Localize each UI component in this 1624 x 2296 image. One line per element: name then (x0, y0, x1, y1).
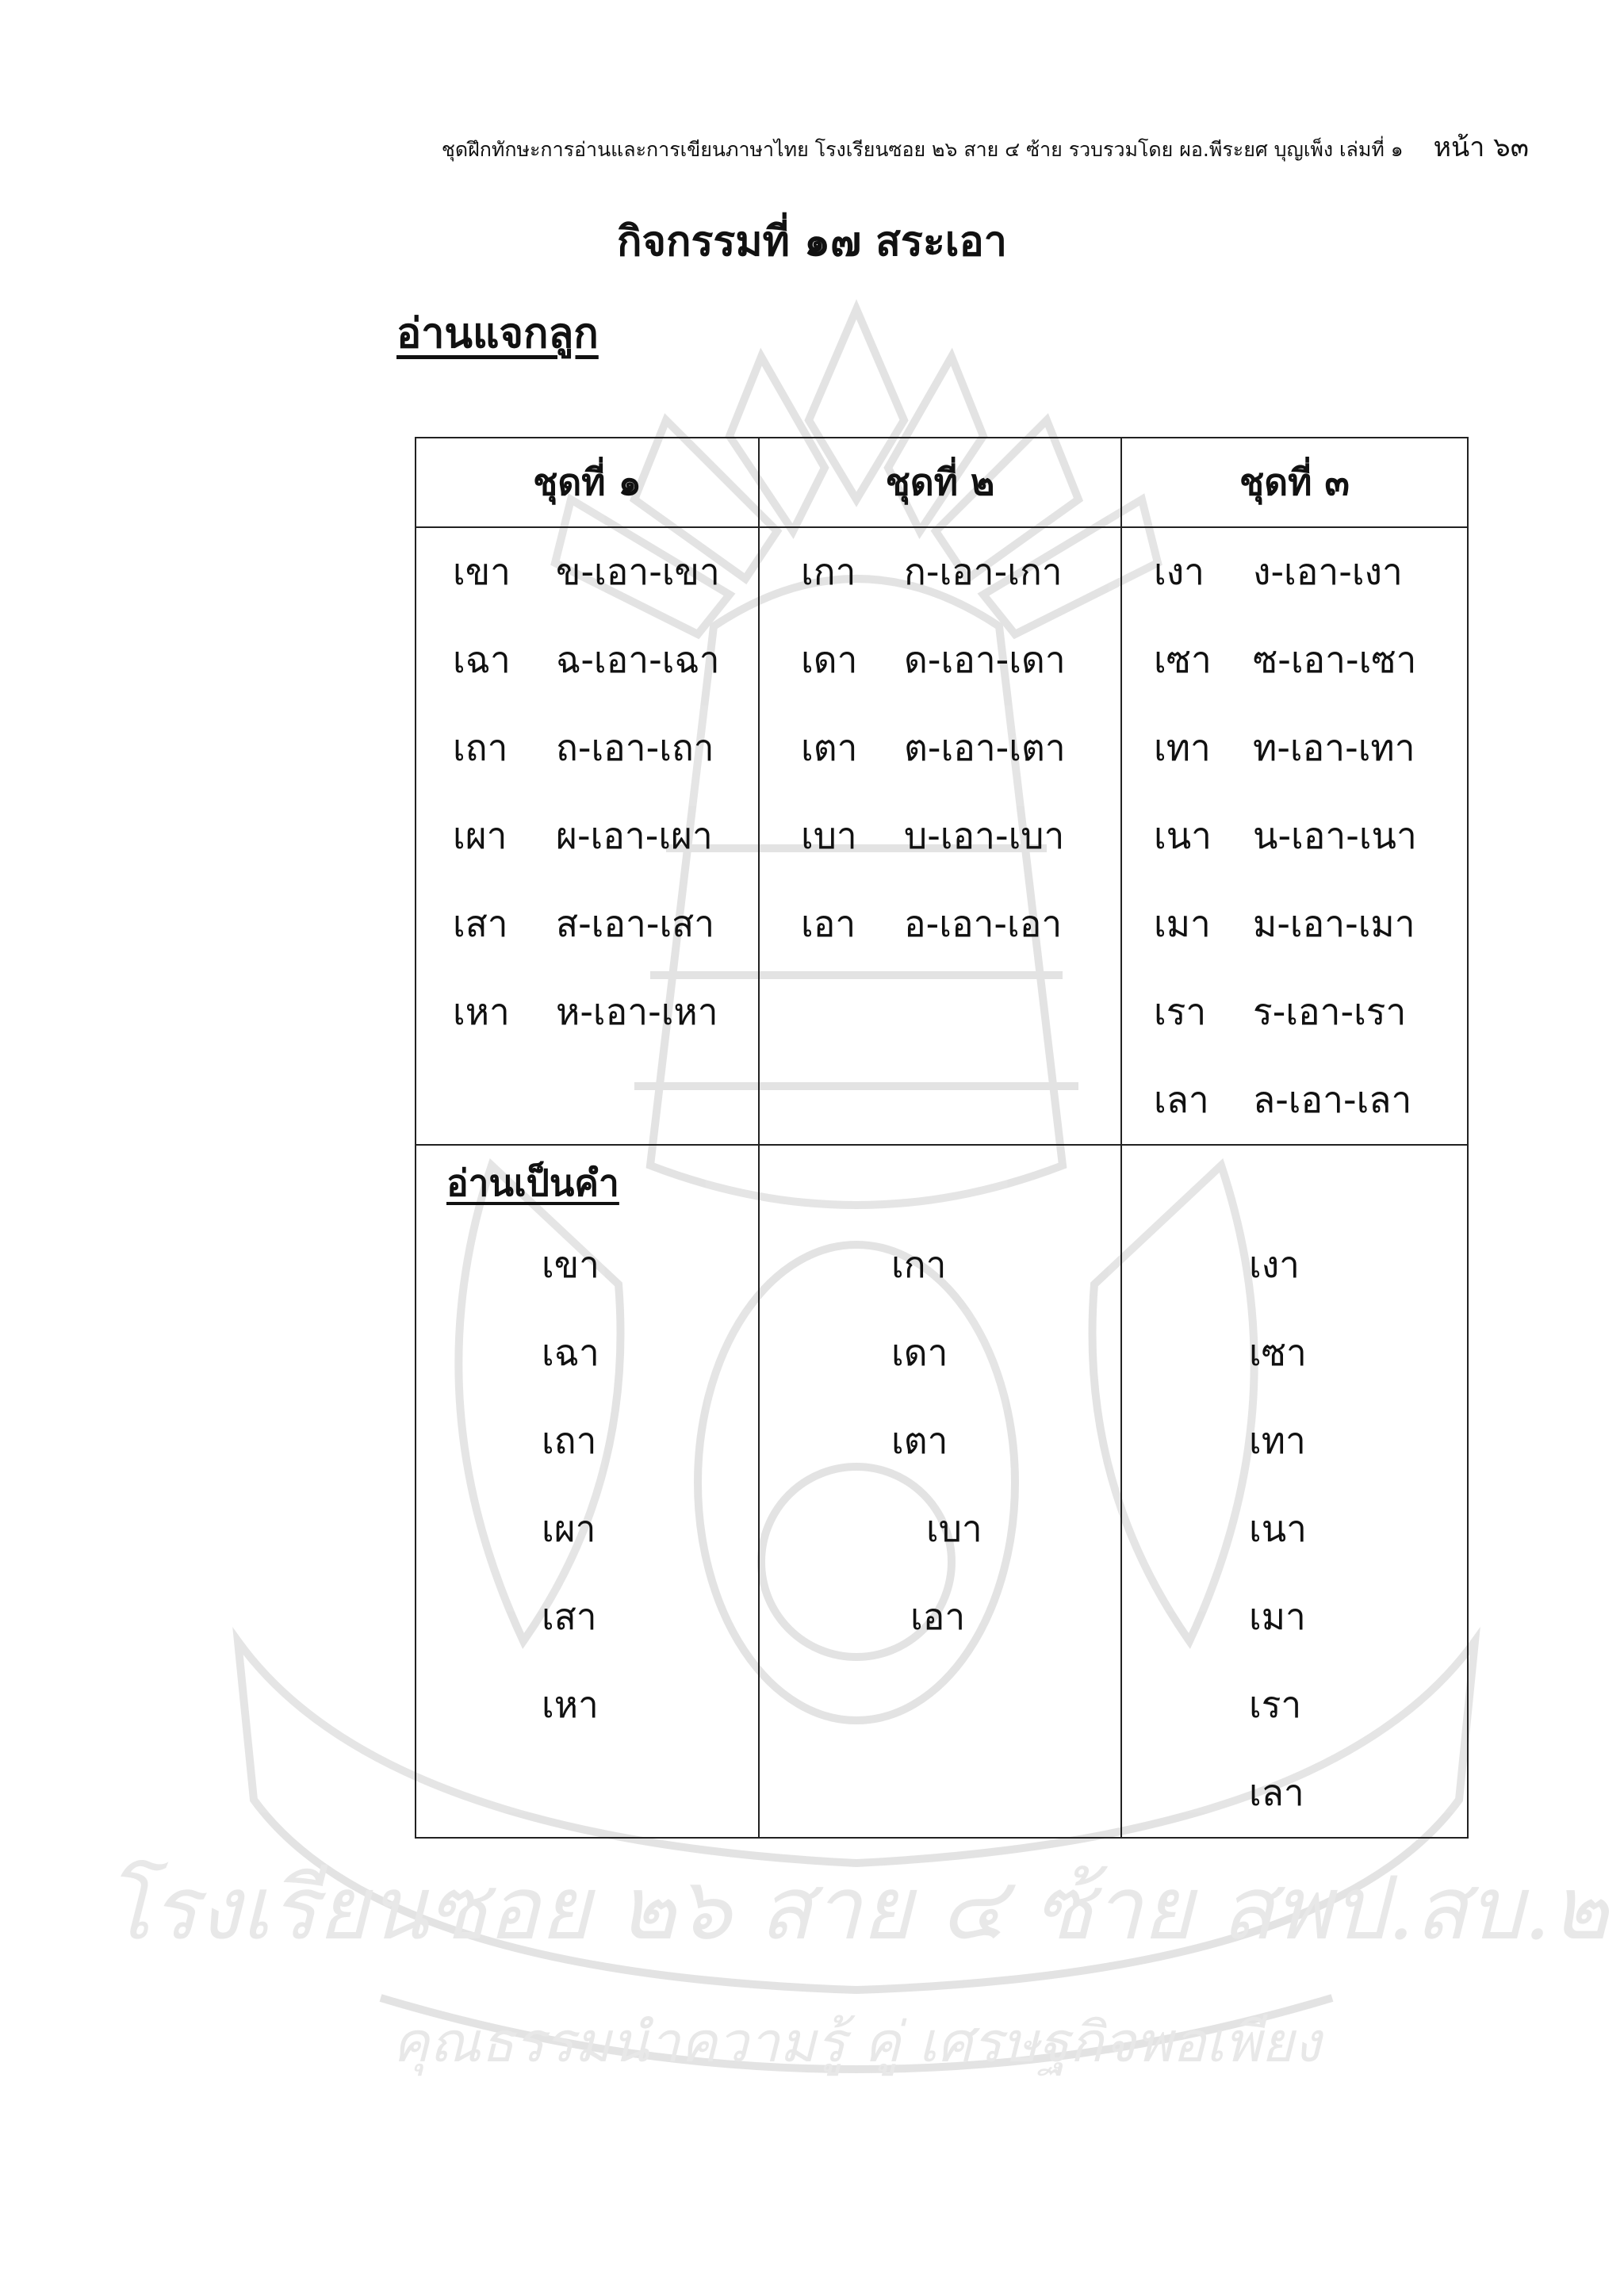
list-item: เดา (891, 1331, 948, 1374)
list-item (760, 792, 1120, 880)
list-item (416, 792, 758, 880)
list-item: เซา (1249, 1331, 1307, 1374)
spelling: ต-เอา-เตา (904, 726, 1066, 769)
word: เถา (453, 726, 508, 769)
page-number: หน้า ๖๓ (1433, 132, 1529, 163)
words-row (416, 1145, 1468, 1838)
word: เหา (453, 990, 510, 1033)
list-item: เอา (910, 1595, 966, 1638)
spelling: ด-เอา-เดา (904, 638, 1066, 681)
word: เบา (801, 814, 857, 857)
set-3-spelling (1121, 527, 1468, 1145)
set-2-words (759, 1145, 1121, 1838)
list-item: เตา (891, 1419, 948, 1462)
header-text: ชุดฝึกทักษะการอ่านและการเขียนภาษาไทย โรงเรียนซอย ๒๖ สาย ๔ ซ้าย รวบรวมโดย ผอ.พีระยศ บุญเพ็ง เล่มที่ ๑ (441, 138, 1404, 161)
reading-table (415, 437, 1469, 1839)
list-item: เผา (542, 1507, 596, 1550)
word: เกา (801, 550, 856, 593)
list-item: เหา (542, 1683, 599, 1726)
list-item (416, 528, 758, 616)
set-1-words (416, 1145, 759, 1838)
word: เฉา (453, 638, 511, 681)
list-item: เสา (542, 1595, 597, 1638)
list-item (1122, 616, 1467, 704)
word: เรา (1154, 990, 1207, 1033)
spelling: ผ-เอา-เผา (556, 814, 713, 857)
spelling: ซ-เอา-เซา (1253, 638, 1417, 681)
word: เสา (453, 902, 508, 945)
table-header-row (416, 438, 1468, 527)
list-item (1122, 1056, 1467, 1144)
list-item: เรา (1249, 1683, 1302, 1726)
word: เนา (1154, 814, 1212, 857)
watermark-motto-text: คุณธรรมนำความรู้ คู่ เศรษฐกิจพอเพียง (392, 2010, 1321, 2075)
list-item (416, 616, 758, 704)
list-item: เถา (542, 1419, 597, 1462)
list-item (760, 880, 1120, 968)
set-2-spelling (759, 527, 1121, 1145)
word: เขา (453, 550, 511, 593)
read-words-title: อ่านเป็นคำ (446, 1161, 619, 1204)
word: เซา (1154, 638, 1212, 681)
list-item: เกา (891, 1243, 947, 1286)
list-item: เฉา (542, 1331, 599, 1374)
header-set-3: ชุดที่ ๓ (1121, 438, 1468, 527)
list-item (416, 704, 758, 792)
spelling: ถ-เอา-เถา (556, 726, 714, 769)
list-item (1122, 704, 1467, 792)
list-item (760, 616, 1120, 704)
word: เตา (801, 726, 858, 769)
spelling: บ-เอา-เบา (904, 814, 1065, 857)
spelling: ข-เอา-เขา (556, 550, 720, 593)
set-1-spelling (416, 527, 759, 1145)
list-item: เทา (1249, 1419, 1306, 1462)
list-item (1122, 880, 1467, 968)
spelling: ก-เอา-เกา (904, 550, 1063, 593)
spelling: ร-เอา-เรา (1253, 990, 1407, 1033)
spelling: ม-เอา-เมา (1253, 902, 1415, 945)
list-item (416, 880, 758, 968)
list-item: เบา (926, 1507, 982, 1550)
set-3-words (1121, 1145, 1468, 1838)
list-item (1122, 528, 1467, 616)
list-item: เขา (542, 1243, 599, 1286)
list-item: เงา (1249, 1243, 1300, 1286)
spelling: ท-เอา-เทา (1253, 726, 1415, 769)
activity-title: กิจกรรมที่ ๑๗ สระเอา (617, 218, 1007, 266)
word: เอา (801, 902, 856, 945)
word: เลา (1154, 1078, 1209, 1121)
list-item: เลา (1249, 1771, 1304, 1814)
list-item (416, 968, 758, 1056)
spelling: ง-เอา-เงา (1253, 550, 1403, 593)
spelling: น-เอา-เนา (1253, 814, 1417, 857)
spelling: ฉ-เอา-เฉา (556, 638, 720, 681)
list-item (1122, 968, 1467, 1056)
word: เมา (1154, 902, 1211, 945)
word: เผา (453, 814, 508, 857)
spelling: ห-เอา-เหา (556, 990, 718, 1033)
list-item (1122, 792, 1467, 880)
word: เงา (1154, 550, 1205, 593)
spelling: ส-เอา-เสา (556, 902, 715, 945)
list-item (760, 704, 1120, 792)
spelling-row (416, 527, 1468, 1145)
list-item (760, 528, 1120, 616)
word: เดา (801, 638, 858, 681)
spelling: ล-เอา-เลา (1253, 1078, 1412, 1121)
section-subtitle: อ่านแจกลูก (396, 310, 599, 358)
list-item: เมา (1249, 1595, 1306, 1638)
list-item: เนา (1249, 1507, 1307, 1550)
word: เทา (1154, 726, 1211, 769)
header-set-1: ชุดที่ ๑ (416, 438, 759, 527)
header-set-2: ชุดที่ ๒ (759, 438, 1121, 527)
watermark-school-text: โรงเรียนซอย ๒๖ สาย ๔ ซ้าย สพป.สบ.๒ (104, 1858, 1609, 1959)
page-header (442, 125, 1529, 168)
spelling: อ-เอา-เอา (904, 902, 1063, 945)
